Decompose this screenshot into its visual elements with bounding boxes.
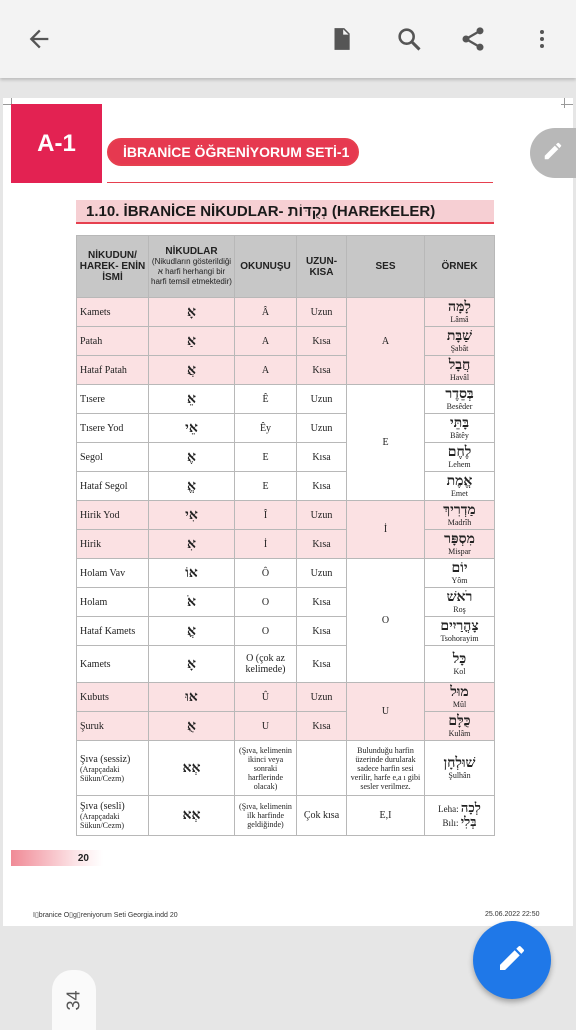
- col-header-length: UZUN- KISA: [297, 236, 347, 298]
- crop-mark: [561, 104, 573, 105]
- table-row: Kubuts אוּ Û Uzun U מוּל Mûl: [77, 683, 495, 712]
- crop-mark: [564, 98, 565, 108]
- table-row: Holam Vav אוֹ Ô Uzun O יוֹם Yôm: [77, 559, 495, 588]
- page-indicator[interactable]: [52, 970, 96, 1030]
- arrow-back-icon[interactable]: [22, 22, 56, 56]
- more-vert-icon[interactable]: [525, 22, 559, 56]
- table-row: Hataf Segol אֱ E Kısa אֱמֶת Emet: [77, 472, 495, 501]
- annotate-tab[interactable]: [530, 128, 576, 178]
- table-row: Hirik Yod אִי Î Uzun İ מַדְרִיךְ Madrîh: [77, 501, 495, 530]
- table-row: Kamets אָ O (çok az kelimede) Kısa כָּל Kol: [77, 646, 495, 683]
- sound-o: O: [347, 559, 425, 683]
- table-row: Hirik אִ İ Kısa מִסְפָּר Mispar: [77, 530, 495, 559]
- col-header-example: ÖRNEK: [425, 236, 495, 298]
- table-row: Hataf Kamets אֳ O Kısa צָהֳרַיִים Tsohorayim: [77, 617, 495, 646]
- table-row: Hataf Patah אֲ A Kısa חֲבָל Havâl: [77, 356, 495, 385]
- table-row: Şuruk אֻ U Kısa כֻּלָּם Kulâm: [77, 712, 495, 741]
- page-indicator-label: 34: [63, 989, 84, 1011]
- table-row: Holam אֹ O Kısa רֹאשׁ Roş: [77, 588, 495, 617]
- table-row: Patah אַ A Kısa שַׁבָּת Şabât: [77, 327, 495, 356]
- table-row: Tısere Yod אֵי Êy Uzun בָּתֵּי Bâtêy: [77, 414, 495, 443]
- table-row-shva-silent: Şıva (sessiz) (Arapçadaki Sükun/Cezm) אְא (Şıva, kelimenin ikinci veya sonraki harflerinde olacak) Bulunduğu harfin üzerinde durularak sadece harfin sesi verilir, harfe e,a ı gibi sesler verilmez. שׁוּלְחָן Şulhân: [77, 741, 495, 796]
- footer-timestamp: 25.06.2022 22:50: [485, 911, 540, 918]
- col-header-nikud: NİKUDLAR (Nikudların gösterildiği א harfi herhangi bir harfi temsil etmektedir): [149, 236, 235, 298]
- sound-a: A: [347, 298, 425, 385]
- sound-i: İ: [347, 501, 425, 559]
- table-row-shva-vocal: Şıva (sesli) (Arapçadaki Sükun/Cezm) אְא (Şıva, kelimenin ilk harfinde geldiğinde) Çok kısa E,I Leha: לְכָה Bılı: בְּלִי: [77, 796, 495, 836]
- nikud-table: [76, 235, 495, 836]
- footer-filename: I▯branice O▯g▯reniyorum Seti Georgia.indd 20: [33, 912, 178, 919]
- app-toolbar: [0, 0, 576, 78]
- col-header-reading: OKUNUŞU: [235, 236, 297, 298]
- chapter-badge: A-1: [11, 104, 102, 183]
- series-title: İBRANİCE ÖĞRENİYORUM SETİ-1: [107, 138, 359, 166]
- col-header-sound: SES: [347, 236, 425, 298]
- section-title: 1.10. İBRANİCE NİKUDLAR- נְקֻדּוֹת (HAREKELER): [76, 200, 494, 224]
- sound-e: E: [347, 385, 425, 501]
- sound-u: U: [347, 683, 425, 741]
- pencil-icon: [496, 942, 528, 979]
- table-row: Segol אֶ E Kısa לֶחֶם Lehem: [77, 443, 495, 472]
- share-icon[interactable]: [456, 22, 490, 56]
- search-icon[interactable]: [392, 22, 426, 56]
- edit-fab-button[interactable]: [473, 921, 551, 999]
- header-divider: [107, 182, 493, 183]
- pdf-page: [3, 98, 573, 926]
- pencil-icon: [542, 140, 564, 167]
- table-row: Kamets אָ Â Uzun A לָמָּה Lâmâ: [77, 298, 495, 327]
- col-header-name: NİKUDUN/ HAREK- ENİN İSMİ: [77, 236, 149, 298]
- file-icon[interactable]: [324, 22, 358, 56]
- page-number: 20: [11, 850, 103, 866]
- table-row: Tısere אֵ Ê Uzun E בְּסֵדֶר Besêder: [77, 385, 495, 414]
